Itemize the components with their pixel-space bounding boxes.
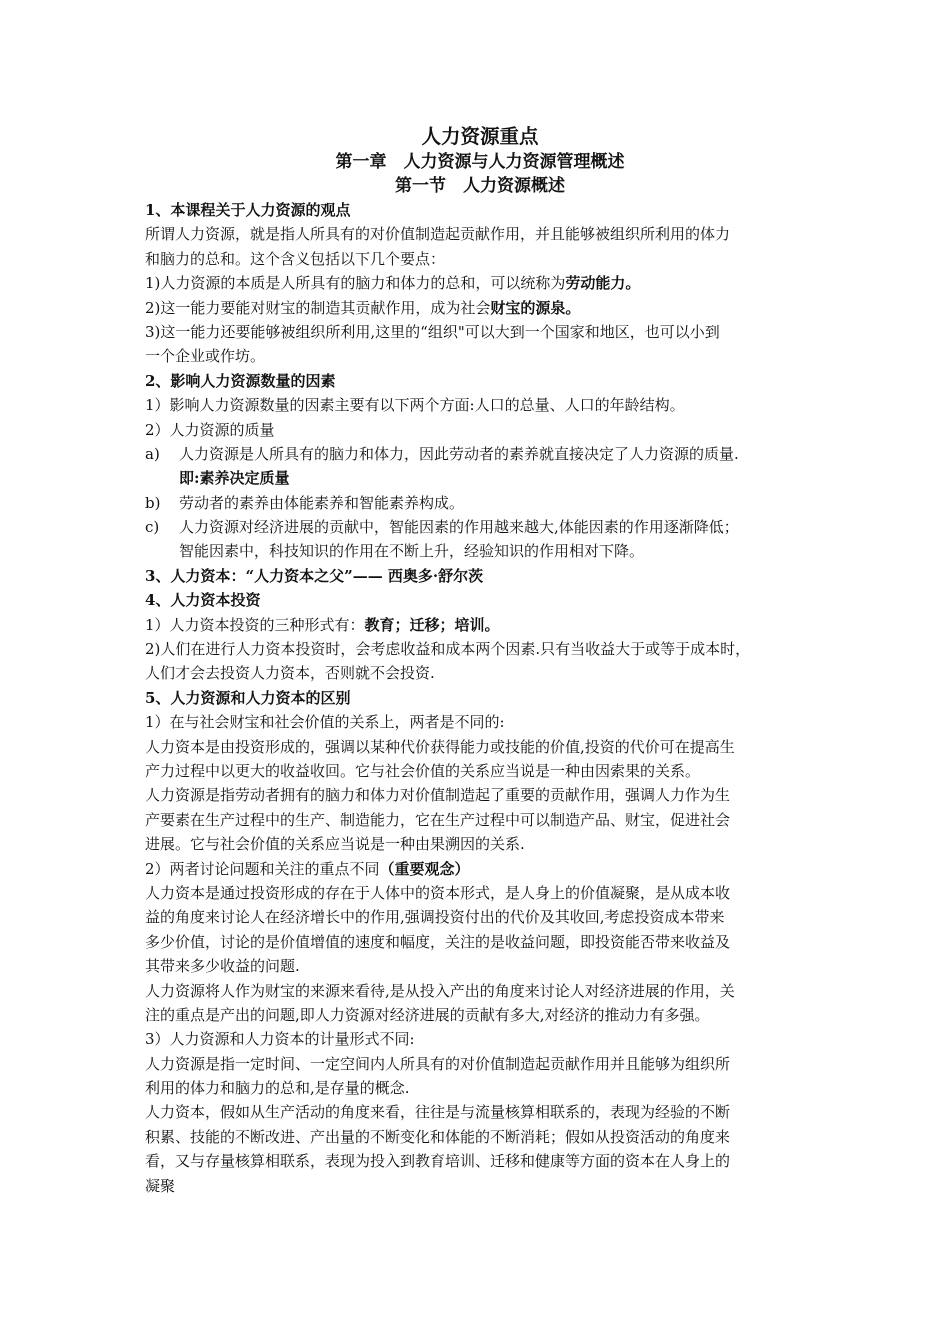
paragraph-line	[145, 613, 815, 637]
paragraph-line: 所谓人力资源，就是指人所具有的对价值制造起贡献作用，并且能够被组织所利用的体力	[145, 225, 731, 244]
paragraph-line: 人力资本，假如从生产活动的角度来看，往往是与流量核算相联系的，表现为经验的不断	[145, 1103, 731, 1122]
item-heading-5: 5、人力资源和人力资本的区别	[145, 688, 351, 707]
text-run: 人力资源是人所具有的脑力和体力，因此劳动者的素养就直接决定了人力资源的质量.	[179, 444, 739, 463]
paragraph-line: 注的重点是产出的问题,即人力资源对经济进展的贡献有多大,对经济的推动力有多强。	[145, 1005, 710, 1024]
list-item	[145, 491, 815, 515]
emphasis-line: 即:素养决定质量	[179, 469, 290, 488]
paragraph-line: 多少价值，讨论的是价值增值的速度和幅度，关注的是收益问题，即投资能否带来收益及	[145, 932, 731, 951]
paragraph-line: 人力资本是由投资形成的，强调以某种代价获得能力或技能的价值,投资的代价可在提高生	[145, 737, 735, 756]
paragraph-line: 人力资源将人作为财宝的来源来看待,是从投入产出的角度来讨论人对经济进展的作用，关	[145, 981, 735, 1000]
paragraph-line: 利用的体力和脑力的总和,是存量的概念.	[145, 1079, 410, 1098]
paragraph-line: 2)人们在进行人力资本投资时，会考虑收益和成本两个因素.只有当收益大于或等于成本时，	[145, 640, 751, 659]
list-item	[145, 515, 815, 539]
text-run: 1）人力资本投资的三种形式有：	[145, 615, 365, 634]
paragraph-line: 和脑力的总和。这个含义包括以下几个要点：	[145, 249, 446, 268]
paragraph-line: 2）人力资源的质量	[145, 420, 275, 439]
item-heading-4: 4、人力资本投资	[145, 591, 261, 610]
emphasis-text: 教育；迁移；培训。	[364, 615, 500, 634]
paragraph-line	[145, 857, 815, 881]
paragraph-line: 积累、技能的不断改进、产出量的不断变化和体能的不断消耗；假如从投资活动的角度来	[145, 1127, 731, 1146]
chapter-heading: 第一章 人力资源与人力资源管理概述	[335, 152, 625, 172]
text-run: 人力资源对经济进展的贡献中，智能因素的作用越来越大,体能因素的作用逐渐降低；	[179, 518, 739, 537]
paragraph-line: 凝聚	[145, 1176, 176, 1195]
paragraph-line: 1）在与社会财宝和社会价值的关系上，两者是不同的:	[145, 713, 505, 732]
paragraph-line: 人力资源是指劳动者拥有的脑力和体力对价值制造起了重要的贡献作用，强调人力作为生	[145, 786, 731, 805]
paragraph-line: 进展。它与社会价值的关系应当说是一种由果溯因的关系.	[145, 835, 525, 854]
paragraph-line: 人们才会去投资人力资本，否则就不会投资.	[145, 664, 435, 683]
emphasis-text: 劳动能力。	[565, 274, 641, 293]
list-marker: b)	[145, 493, 161, 512]
paragraph-line: 智能因素中，科技知识的作用在不断上升，经验知识的作用相对下降。	[179, 542, 645, 561]
paragraph-line: 1）影响人力资源数量的因素主要有以下两个方面:人口的总量、人口的年龄结构。	[145, 396, 685, 415]
list-item	[145, 442, 815, 466]
paragraph-line	[145, 296, 815, 320]
emphasis-text: 财宝的源泉。	[490, 298, 581, 317]
paragraph-line: 人力资本是通过投资形成的存在于人体中的资本形式，是人身上的价值凝聚，是从成本收	[145, 883, 731, 902]
document-page	[145, 124, 815, 1198]
paragraph-line: 人力资源是指一定时间、一定空间内人所具有的对价值制造起贡献作用并且能够为组织所	[145, 1054, 731, 1073]
item-heading-1: 1、本课程关于人力资源的观点	[145, 201, 351, 219]
text-run: 2)这一能力要能对财宝的制造其贡献作用，成为社会	[145, 298, 491, 317]
paragraph-line: 看，又与存量核算相联系，表现为投入到教育培训、迁移和健康等方面的资本在人身上的	[145, 1152, 731, 1171]
paragraph-line: 益的角度来讨论人在经济增长中的作用,强调投资付出的代价及其收回,考虑投资成本带来	[145, 908, 725, 927]
paragraph-line	[145, 271, 815, 295]
emphasis-text: （重要观念）	[379, 859, 470, 878]
paragraph-line: 一个企业或作坊。	[145, 347, 266, 366]
paragraph-line: 3)这一能力还要能够被组织所利用,这里的“组织"可以大到一个国家和地区，也可以小到	[145, 322, 720, 341]
paragraph-line: 产要素在生产过程中的生产、制造能力，它在生产过程中可以制造产品、财宝，促进社会	[145, 810, 731, 829]
section-heading: 第一节 人力资源概述	[395, 176, 565, 196]
text-run: 2）两者讨论问题和关注的重点不同	[145, 859, 380, 878]
paragraph-line: 其带来多少收益的问题.	[145, 957, 300, 976]
item-heading-2: 2、影响人力资源数量的因素	[145, 371, 336, 390]
paragraph-line: 产力过程中以更大的收益收回。它与社会价值的关系应当说是一种由因索果的关系。	[145, 761, 701, 780]
document-title: 人力资源重点	[421, 125, 539, 148]
list-marker: a)	[145, 444, 160, 463]
paragraph-line: 3）人力资源和人力资本的计量形式不同:	[145, 1030, 415, 1049]
item-heading-3: 3、人力资本：“人力资本之父”—— 西奥多·舒尔茨	[145, 566, 484, 585]
text-run: 劳动者的素养由体能素养和智能素养构成。	[179, 493, 465, 512]
text-run: 1)人力资源的本质是人所具有的脑力和体力的总和，可以统称为	[145, 274, 566, 293]
list-marker: c)	[145, 518, 160, 537]
